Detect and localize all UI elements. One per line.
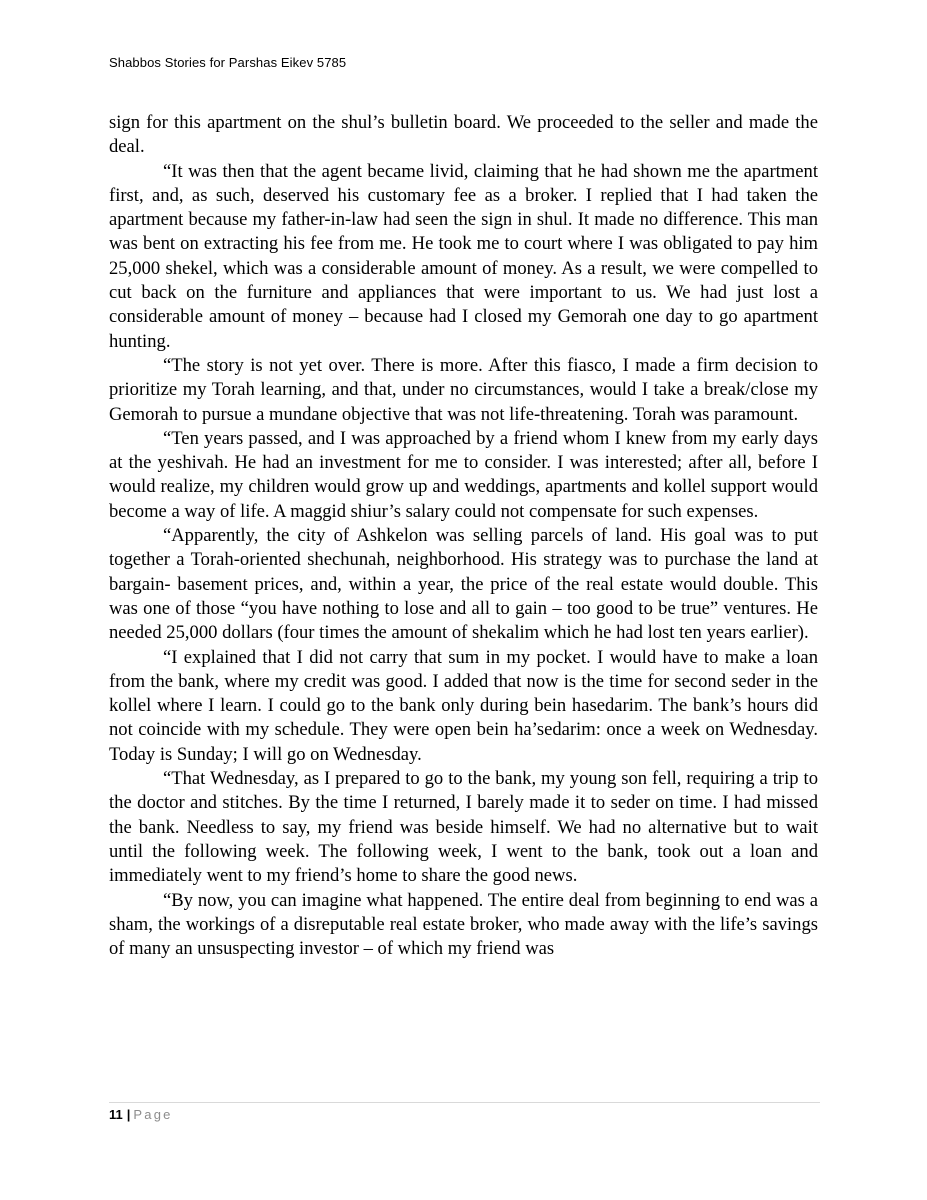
paragraph-2: “It was then that the agent became livid, claiming that he had shown me the apartment first, and, as such, deserved his customary fee as a broker. I replied that I had taken the apartment because my father-in-law had seen the sign in shul. It made no difference. This man was bent on extracting his fee from me. He took me to court where I was obligated to pay him 25,000 shekel, which was a considerable amount of money. As a result, we were compelled to cut back on the furniture and appliances that were important to us. We had just lost a considerable amount of money – because had I closed my Gemorah one day to go apartment hunting. [109,160,818,352]
running-header: Shabbos Stories for Parshas Eikev 5785 [109,55,347,70]
paragraph-4: “Ten years passed, and I was approached by a friend whom I knew from my early days at the yeshivah. He had an investment for me to consider. I was interested; after all, before I would realize, my children would grow up and weddings, apartments and kollel support would become a way of life. A maggid shiur’s salary could not compensate for such expenses. [109,427,818,522]
page-footer [109,1107,173,1122]
footer-separator: | [126,1107,131,1122]
paragraph-3: “The story is not yet over. There is more. After this fiasco, I made a firm decision to prioritize my Torah learning, and that, under no circumstances, would I take a break/close my Gemorah to pursue a mundane objective that was not life-threatening. Torah was paramount. [109,354,818,425]
body-text [109,111,818,961]
page-number: 11 [109,1107,123,1122]
paragraph-7: “That Wednesday, as I prepared to go to the bank, my young son fell, requiring a trip to the doctor and stitches. By the time I returned, I barely made it to seder on time. I had missed the bank. Needless to say, my friend was beside himself. We had no alternative but to wait until the following week. The following week, I went to the bank, took out a loan and immediately went to my friend’s home to share the good news. [109,768,818,887]
page-label: Page [133,1107,173,1122]
paragraph-5: “Apparently, the city of Ashkelon was selling parcels of land. His goal was to put together a Torah-oriented shechunah, neighborhood. His strategy was to purchase the land at bargain- basement prices, and, within a year, the price of the real estate would double. This was one of those “you have nothing to lose and all to gain – too good to be true” ventures. He needed 25,000 dollars (four times the amount of shekalim which he had lost ten years earlier). [109,525,818,644]
paragraph-6: “I explained that I did not carry that sum in my pocket. I would have to make a loan from the bank, where my credit was good. I added that now is the time for second seder in the kollel where I learn. I could go to the bank only during bein hasedarim. The bank’s hours did not coincide with my schedule. They were open bein ha’sedarim: once a week on Wednesday. Today is Sunday; I will go on Wednesday. [109,646,818,765]
paragraph-1: sign for this apartment on the shul’s bulletin board. We proceeded to the seller and made the deal. [109,112,818,158]
paragraph-8: “By now, you can imagine what happened. The entire deal from beginning to end was a sham, the workings of a disreputable real estate broker, who made away with the life’s savings of many an unsuspecting investor – of which my friend was [109,889,818,960]
footer-divider [109,1102,820,1103]
